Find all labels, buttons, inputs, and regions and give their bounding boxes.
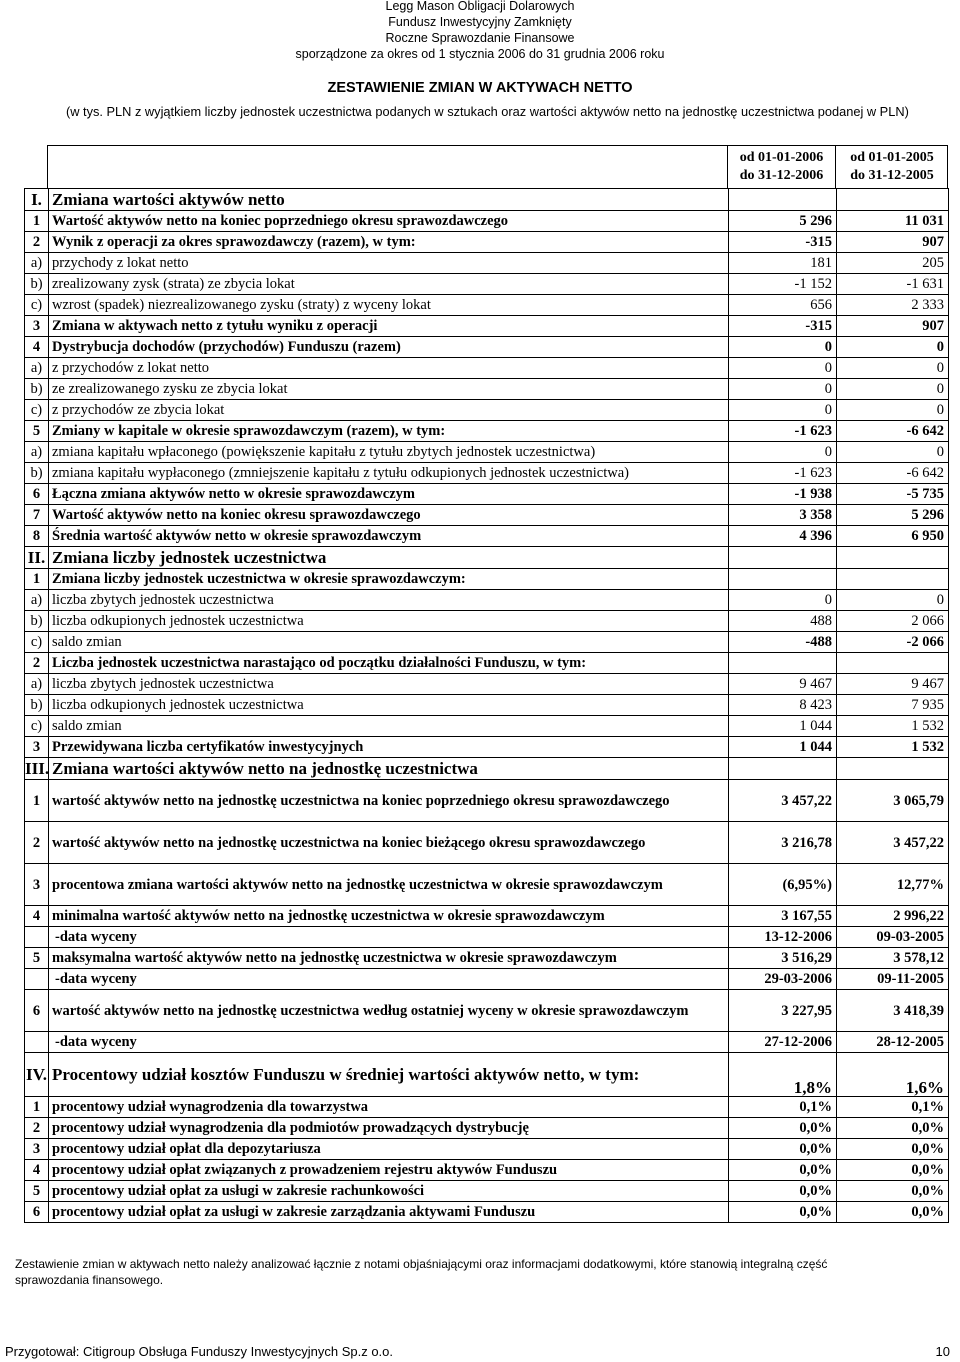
- prepared-by: Przygotował: Citigroup Obsługa Funduszy Inwestycyjnych Sp.z o.o.: [5, 1344, 394, 1359]
- row-label: liczba odkupionych jednostek uczestnictwa: [49, 611, 729, 632]
- net-assets-table: [24, 188, 949, 1223]
- row-label: liczba zbytych jednostek uczestnictwa: [49, 590, 729, 611]
- value-2005: 907: [837, 232, 949, 253]
- value-2006: -1 152: [729, 274, 837, 295]
- value-2005: 205: [837, 253, 949, 274]
- value-2005: 2 996,22: [837, 906, 949, 927]
- table-row: [25, 337, 949, 358]
- row-number: 6: [25, 990, 49, 1032]
- value-2006: 0: [729, 337, 837, 358]
- table-row: [25, 969, 949, 990]
- row-label: Zmiana liczby jednostek uczestnictwa w okresie sprawozdawczym:: [49, 569, 729, 590]
- value-2005: 3 457,22: [837, 822, 949, 864]
- value-2005: 3 418,39: [837, 990, 949, 1032]
- value-2005: 0,0%: [837, 1139, 949, 1160]
- value-2005: 2 333: [837, 295, 949, 316]
- table-row: [25, 737, 949, 758]
- row-label: Wartość aktywów netto na koniec poprzedniego okresu sprawozdawczego: [49, 211, 729, 232]
- value-2005: [837, 547, 949, 569]
- table-row: [25, 780, 949, 822]
- row-number: c): [25, 295, 49, 316]
- table-row: [25, 653, 949, 674]
- row-label: procentowy udział opłat za usługi w zakresie zarządzania aktywami Funduszu: [49, 1202, 729, 1223]
- value-2006: -315: [729, 316, 837, 337]
- value-2006: 9 467: [729, 674, 837, 695]
- row-label: procentowy udział wynagrodzenia dla podmiotów prowadzących dystrybucję: [49, 1118, 729, 1139]
- table-row: [25, 1097, 949, 1118]
- row-number: 4: [25, 337, 49, 358]
- row-number: 2: [25, 822, 49, 864]
- value-2006: 0: [729, 590, 837, 611]
- row-number: IV.: [25, 1053, 49, 1097]
- value-2005: 0: [837, 590, 949, 611]
- column-header-2006-to: do 31-12-2006: [739, 168, 824, 183]
- table-row: [25, 1139, 949, 1160]
- table-row: [25, 632, 949, 653]
- column-header-2006-from: od 01-01-2006: [739, 150, 824, 165]
- table-row: [25, 1202, 949, 1223]
- row-label: zmiana kapitału wypłaconego (zmniejszenie kapitału z tytułu odkupionych jednostek uczestnictwa): [49, 463, 729, 484]
- row-number: a): [25, 358, 49, 379]
- value-2005: 0: [837, 442, 949, 463]
- row-label: saldo zmian: [49, 716, 729, 737]
- row-number: 2: [25, 232, 49, 253]
- value-2006: 4 396: [729, 526, 837, 547]
- table-row: [25, 864, 949, 906]
- value-2005: 3 065,79: [837, 780, 949, 822]
- value-2006: 1 044: [729, 737, 837, 758]
- value-2005: 09-03-2005: [837, 927, 949, 948]
- value-2006: -1 623: [729, 463, 837, 484]
- value-2005: 1 532: [837, 737, 949, 758]
- row-number: 6: [25, 1202, 49, 1223]
- value-2006: 656: [729, 295, 837, 316]
- value-2005: [837, 758, 949, 780]
- value-2006: 29-03-2006: [729, 969, 837, 990]
- value-2006: 0: [729, 400, 837, 421]
- table-row: [25, 253, 949, 274]
- value-2006: 3 227,95: [729, 990, 837, 1032]
- value-2005: [837, 189, 949, 211]
- row-label: procentowy udział opłat dla depozytariusza: [49, 1139, 729, 1160]
- value-2005: 0,0%: [837, 1202, 949, 1223]
- table-row: [25, 463, 949, 484]
- row-number: III.: [25, 758, 50, 778]
- table-row: [25, 611, 949, 632]
- value-2006: 1 044: [729, 716, 837, 737]
- value-2005: 7 935: [837, 695, 949, 716]
- value-2006: -1 623: [729, 421, 837, 442]
- value-2006: [729, 653, 837, 674]
- value-2006: 27-12-2006: [729, 1032, 837, 1053]
- value-2006: 0,0%: [729, 1139, 837, 1160]
- row-number: 6: [25, 484, 49, 505]
- value-2005: -1 631: [837, 274, 949, 295]
- row-number: b): [25, 695, 49, 716]
- value-2005: 5 296: [837, 505, 949, 526]
- value-2005: 0,0%: [837, 1118, 949, 1139]
- row-label: liczba zbytych jednostek uczestnictwa: [49, 674, 729, 695]
- row-number: a): [25, 590, 49, 611]
- table-row: [25, 990, 949, 1032]
- value-2005: 2 066: [837, 611, 949, 632]
- row-label: Zmiana w aktywach netto z tytułu wyniku z operacji: [49, 316, 729, 337]
- row-number: b): [25, 463, 49, 484]
- value-2006: 5 296: [729, 211, 837, 232]
- table-row: [25, 232, 949, 253]
- value-2005: 12,77%: [837, 864, 949, 906]
- table-row: [25, 1160, 949, 1181]
- table-row: [25, 674, 949, 695]
- table-row: [25, 484, 949, 505]
- header-fund-name: Legg Mason Obligacji Dolarowych: [385, 0, 575, 13]
- value-2006: 181: [729, 253, 837, 274]
- value-2005: 9 467: [837, 674, 949, 695]
- row-label: Średnia wartość aktywów netto w okresie sprawozdawczym: [49, 526, 729, 547]
- table-row: [25, 526, 949, 547]
- value-2005: [837, 653, 949, 674]
- row-number: 3: [25, 864, 49, 906]
- row-label: przychody z lokat netto: [49, 253, 729, 274]
- row-number: 1: [25, 569, 49, 590]
- row-number: 1: [25, 1097, 49, 1118]
- row-label: liczba odkupionych jednostek uczestnictwa: [49, 695, 729, 716]
- value-2005: 0,1%: [837, 1097, 949, 1118]
- value-2005: [837, 569, 949, 590]
- column-header-2005: [836, 149, 948, 185]
- table-row: [25, 274, 949, 295]
- column-header-2006: [728, 149, 835, 185]
- row-number: c): [25, 632, 49, 653]
- table-row: [25, 1032, 949, 1053]
- value-2005: 28-12-2005: [837, 1032, 949, 1053]
- header-fund-type: Fundusz Inwestycyjny Zamknięty: [388, 15, 572, 29]
- table-row: [25, 421, 949, 442]
- row-number: a): [25, 253, 49, 274]
- row-number: 3: [25, 737, 49, 758]
- units-note: (w tys. PLN z wyjątkiem liczby jednostek uczestnictwa podanych w sztukach oraz wartości aktywów netto na jednostkę uczestnictwa podanej w PLN): [66, 104, 909, 119]
- row-number: 4: [25, 906, 49, 927]
- table-row: [25, 295, 949, 316]
- value-2005: 6 950: [837, 526, 949, 547]
- table-row: [25, 758, 949, 780]
- value-2005: -6 642: [837, 421, 949, 442]
- value-2006: 0: [729, 379, 837, 400]
- table-row: [25, 358, 949, 379]
- row-label: Zmiana wartości aktywów netto na jednostkę uczestnictwa: [49, 758, 729, 780]
- value-2005: 0: [837, 379, 949, 400]
- row-label: -data wyceny: [49, 1032, 729, 1053]
- row-label: z przychodów z lokat netto: [49, 358, 729, 379]
- row-number: [25, 927, 49, 948]
- table-row: [25, 927, 949, 948]
- value-2006: -315: [729, 232, 837, 253]
- value-2005: 11 031: [837, 211, 949, 232]
- row-number: 4: [25, 1160, 49, 1181]
- row-label: maksymalna wartość aktywów netto na jednostkę uczestnictwa w okresie sprawozdawczym: [49, 948, 729, 969]
- row-number: 1: [25, 211, 49, 232]
- table-row: [25, 442, 949, 463]
- value-2005: 1 532: [837, 716, 949, 737]
- column-header-2005-from: od 01-01-2005: [850, 150, 934, 165]
- row-label: Wynik z operacji za okres sprawozdawczy (razem), w tym:: [49, 232, 729, 253]
- table-row: [25, 1181, 949, 1202]
- table-row: [25, 906, 949, 927]
- value-2006: 0,0%: [729, 1181, 837, 1202]
- table-row: [25, 695, 949, 716]
- row-label: -data wyceny: [49, 927, 729, 948]
- table-row: [25, 1118, 949, 1139]
- row-label: wartość aktywów netto na jednostkę uczestnictwa na koniec bieżącego okresu sprawozdawczego: [49, 822, 729, 864]
- row-number: b): [25, 379, 49, 400]
- value-2006: 0,0%: [729, 1202, 837, 1223]
- row-number: 2: [25, 653, 49, 674]
- row-label: zrealizowany zysk (strata) ze zbycia lokat: [49, 274, 729, 295]
- table-row: [25, 189, 949, 211]
- value-2006: 3 516,29: [729, 948, 837, 969]
- row-label: Dystrybucja dochodów (przychodów) Funduszu (razem): [49, 337, 729, 358]
- row-number: [25, 969, 49, 990]
- row-label: minimalna wartość aktywów netto na jednostkę uczestnictwa w okresie sprawozdawczym: [49, 906, 729, 927]
- table-row: [25, 316, 949, 337]
- table-row: [25, 379, 949, 400]
- table-row: [25, 822, 949, 864]
- value-2006: 0,0%: [729, 1160, 837, 1181]
- value-2006: (6,95%): [729, 864, 837, 906]
- row-label: Przewidywana liczba certyfikatów inwestycyjnych: [49, 737, 729, 758]
- row-label: ze zrealizowanego zysku ze zbycia lokat: [49, 379, 729, 400]
- header-period: sporządzone za okres od 1 stycznia 2006 do 31 grudnia 2006 roku: [295, 47, 665, 61]
- value-2005: 0: [837, 337, 949, 358]
- value-2005: 1,6%: [837, 1053, 949, 1097]
- row-label: wartość aktywów netto na jednostkę uczestnictwa według ostatniej wyceny w okresie sprawozdawczym: [49, 990, 729, 1032]
- row-number: c): [25, 400, 49, 421]
- value-2005: -2 066: [837, 632, 949, 653]
- value-2005: -6 642: [837, 463, 949, 484]
- row-number: 3: [25, 316, 49, 337]
- page-title: ZESTAWIENIE ZMIAN W AKTYWACH NETTO: [327, 80, 633, 96]
- value-2006: [729, 189, 837, 211]
- row-label: -data wyceny: [49, 969, 729, 990]
- value-2005: 09-11-2005: [837, 969, 949, 990]
- row-number: II.: [25, 547, 49, 569]
- page-number: 10: [935, 1344, 950, 1359]
- table-row: [25, 211, 949, 232]
- row-label: procentowy udział opłat związanych z prowadzeniem rejestru aktywów Funduszu: [49, 1160, 729, 1181]
- table-row: [25, 505, 949, 526]
- row-label: Procentowy udział kosztów Funduszu w średniej wartości aktywów netto, w tym:: [49, 1053, 729, 1097]
- row-label: Zmiany w kapitale w okresie sprawozdawczym (razem), w tym:: [49, 421, 729, 442]
- value-2006: 0,0%: [729, 1118, 837, 1139]
- row-label: saldo zmian: [49, 632, 729, 653]
- value-2005: 0,0%: [837, 1160, 949, 1181]
- row-label: procentowy udział opłat za usługi w zakresie rachunkowości: [49, 1181, 729, 1202]
- row-number: 1: [25, 780, 49, 822]
- value-2006: 3 167,55: [729, 906, 837, 927]
- footnote: Zestawienie zmian w aktywach netto należy analizować łącznie z notami objaśniającymi oraz informacjami dodatkowymi, które stanowią integralną część sprawozdania finansowego.: [15, 1257, 828, 1287]
- row-label: Wartość aktywów netto na koniec okresu sprawozdawczego: [49, 505, 729, 526]
- row-label: Zmiana liczby jednostek uczestnictwa: [49, 547, 729, 569]
- row-label: wzrost (spadek) niezrealizowanego zysku (straty) z wyceny lokat: [49, 295, 729, 316]
- row-number: 2: [25, 1118, 49, 1139]
- value-2005: -5 735: [837, 484, 949, 505]
- row-label: Liczba jednostek uczestnictwa narastająco od początku działalności Funduszu, w tym:: [49, 653, 729, 674]
- value-2006: 3 358: [729, 505, 837, 526]
- row-number: 3: [25, 1139, 49, 1160]
- value-2006: -1 938: [729, 484, 837, 505]
- row-number: b): [25, 274, 49, 295]
- value-2005: 907: [837, 316, 949, 337]
- table-row: [25, 1053, 949, 1097]
- row-label: procentowy udział wynagrodzenia dla towarzystwa: [49, 1097, 729, 1118]
- value-2006: 0: [729, 358, 837, 379]
- header-report-type: Roczne Sprawozdanie Finansowe: [385, 31, 575, 45]
- row-number: 5: [25, 1181, 49, 1202]
- column-header-2005-to: do 31-12-2005: [850, 168, 934, 183]
- value-2005: 0,0%: [837, 1181, 949, 1202]
- row-label: z przychodów ze zbycia lokat: [49, 400, 729, 421]
- value-2006: [729, 569, 837, 590]
- value-2006: 0,1%: [729, 1097, 837, 1118]
- value-2005: 0: [837, 358, 949, 379]
- table-row: [25, 547, 949, 569]
- value-2006: 488: [729, 611, 837, 632]
- row-number: 5: [25, 948, 49, 969]
- row-number: c): [25, 716, 49, 737]
- row-number: b): [25, 611, 49, 632]
- row-label: zmiana kapitału wpłaconego (powiększenie kapitału z tytułu zbytych jednostek uczestnictwa): [49, 442, 729, 463]
- value-2006: -488: [729, 632, 837, 653]
- value-2006: 3 216,78: [729, 822, 837, 864]
- value-2006: [729, 758, 837, 780]
- table-row: [25, 716, 949, 737]
- value-2006: 0: [729, 442, 837, 463]
- row-number: I.: [25, 189, 49, 211]
- value-2006: 1,8%: [729, 1053, 837, 1097]
- row-number: a): [25, 442, 49, 463]
- row-label: procentowa zmiana wartości aktywów netto na jednostkę uczestnictwa w okresie sprawozdawczym: [49, 864, 729, 906]
- row-number: 5: [25, 421, 49, 442]
- value-2006: [729, 547, 837, 569]
- row-label: Zmiana wartości aktywów netto: [49, 189, 729, 211]
- row-number: 8: [25, 526, 49, 547]
- row-number: a): [25, 674, 49, 695]
- row-number: [25, 1032, 49, 1053]
- value-2006: 13-12-2006: [729, 927, 837, 948]
- table-row: [25, 948, 949, 969]
- table-row: [25, 569, 949, 590]
- table-row: [25, 590, 949, 611]
- row-number: 7: [25, 505, 49, 526]
- value-2005: 3 578,12: [837, 948, 949, 969]
- row-label: Łączna zmiana aktywów netto w okresie sprawozdawczym: [49, 484, 729, 505]
- value-2006: 8 423: [729, 695, 837, 716]
- value-2005: 0: [837, 400, 949, 421]
- table-row: [25, 400, 949, 421]
- value-2006: 3 457,22: [729, 780, 837, 822]
- row-label: wartość aktywów netto na jednostkę uczestnictwa na koniec poprzedniego okresu sprawozdawczego: [49, 780, 729, 822]
